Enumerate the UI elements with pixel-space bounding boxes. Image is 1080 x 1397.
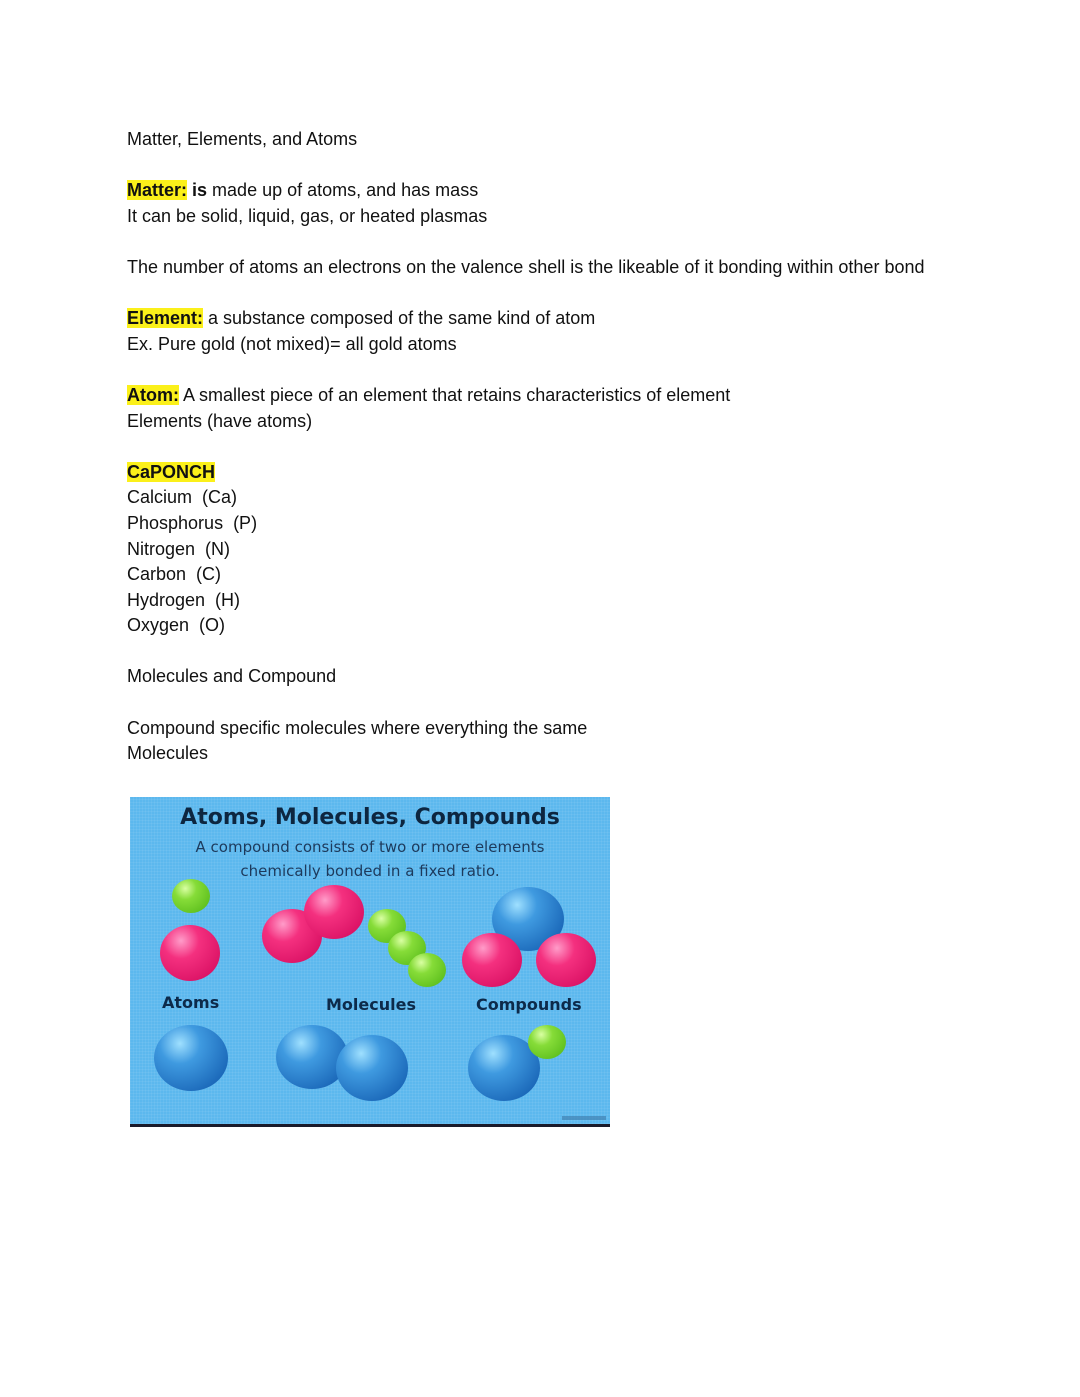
valence-note: The number of atoms an electrons on the valence shell is the likeable of it bonding within other bond [127,256,925,277]
green-atom-icon [172,879,210,913]
list-item: Calcium (Ca) [127,487,238,508]
atom-definition [127,383,957,409]
matter-definition-text: made up of atoms, and has mass [207,180,479,201]
pink-atom-icon [160,925,220,981]
pink-compound-icon [462,933,522,987]
element-term: Element: [127,308,204,329]
list-item: Oxygen (O) [127,615,226,636]
matter-definition [127,178,957,204]
matter-note: It can be solid, liquid, gas, or heated plasmas [127,205,488,226]
label-compounds: Compounds [476,995,582,1014]
figure-title: Atoms, Molecules, Compounds [180,805,560,830]
element-definition [127,306,957,332]
matter-term: Matter: [127,180,188,201]
green-compound-icon [528,1025,566,1059]
green-molecule-icon [408,953,446,987]
list-item: Nitrogen (N) [127,538,231,559]
list-item: Hydrogen (H) [127,589,241,610]
element-example: Ex. Pure gold (not mixed)= all gold atoms [127,333,457,354]
caponch-heading-line [127,460,957,486]
atoms-molecules-compounds-image [130,797,610,1127]
molecules-label: Molecules [127,743,209,764]
image-credit [562,1116,606,1120]
blue-atom-icon [154,1025,228,1091]
caponch-heading: CaPONCH [127,461,216,482]
matter-bold-word: is [192,180,208,201]
blue-molecule-icon [336,1035,408,1101]
molecules-heading: Molecules and Compound [127,666,337,687]
document-title: Matter, Elements, and Atoms [127,129,358,149]
atom-definition-text: A smallest piece of an element that retains characteristics of element [179,384,731,405]
element-definition-text: a substance composed of the same kind of atom [203,308,596,329]
label-molecules: Molecules [326,995,416,1014]
document-body [127,127,957,767]
atom-term: Atom: [127,384,179,405]
figure-subtitle: A compound consists of two or more elements chemically bonded in a fixed ratio. [195,838,545,880]
label-atoms: Atoms [162,993,220,1012]
list-item: Carbon (C) [127,564,222,585]
list-item: Phosphorus (P) [127,512,258,533]
atom-note: Elements (have atoms) [127,410,313,431]
pink-compound-icon [536,933,596,987]
compound-note: Compound specific molecules where everything the same [127,717,588,738]
pink-molecule-icon [304,885,364,939]
